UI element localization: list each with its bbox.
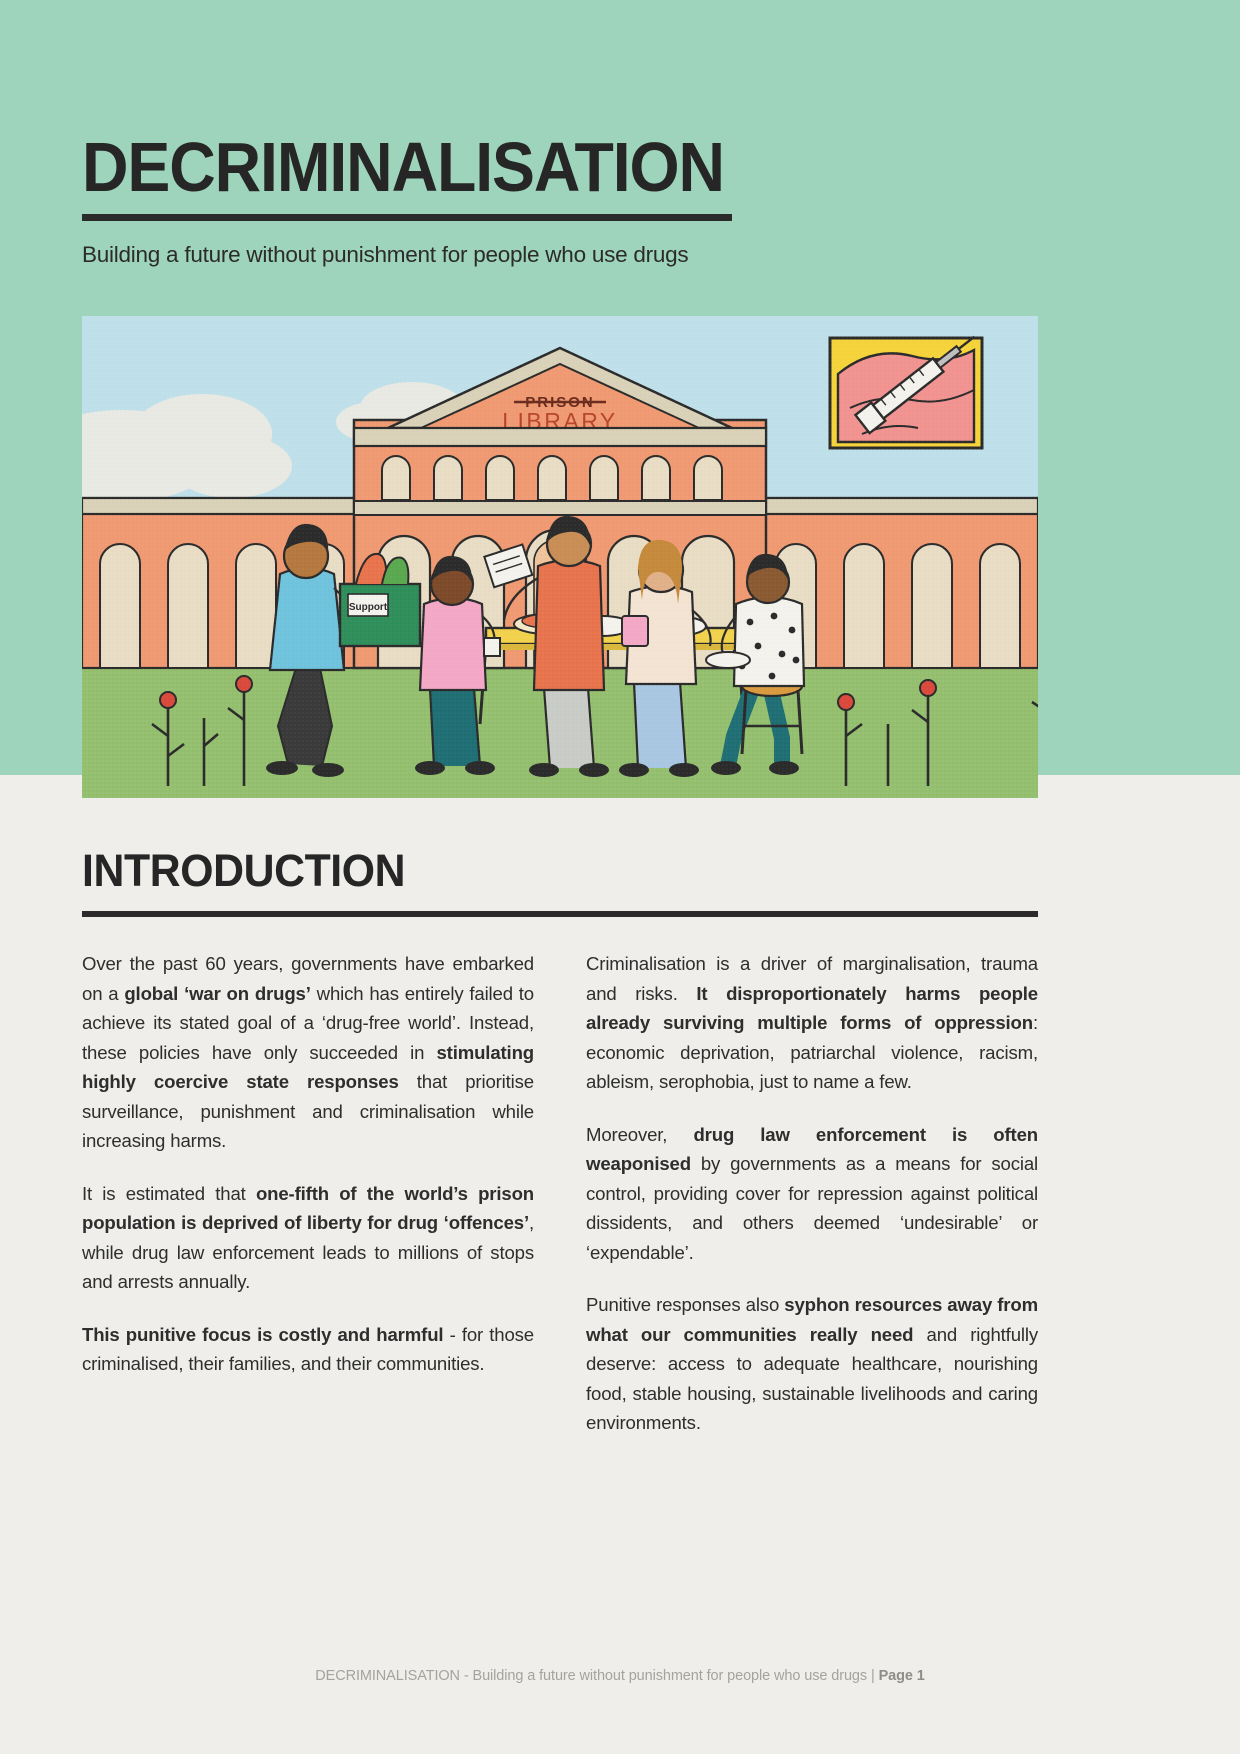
section-underline-rule: [82, 911, 1038, 917]
body-paragraph: [586, 1290, 1038, 1438]
introduction-section: [82, 845, 1038, 1438]
page-footer: [0, 1668, 1240, 1684]
emphasised-text: It disproportionately harms people already surviving multiple forms of oppression: [586, 982, 1038, 1033]
body-paragraph: [82, 1320, 534, 1379]
emphasised-text: global ‘war on drugs’: [124, 982, 311, 1004]
body-text: Punitive responses also: [586, 1294, 785, 1315]
body-column-left: [82, 949, 534, 1438]
page-title: DECRIMINALISATION: [82, 128, 724, 206]
body-text: that prioritise surveillance, punishment and criminalisation while increasing harms.: [82, 1071, 534, 1151]
body-text: - for those criminalised, their families, and their communities.: [82, 1323, 534, 1374]
footer-page-number: Page 1: [878, 1668, 925, 1684]
body-text: and rightfully deserve: access to adequate healthcare, nourishing food, stable housing, sustainable livelihoods and caring environments.: [586, 1323, 1039, 1433]
body-text: , while drug law enforcement leads to millions of stops and arrests annually.: [82, 1212, 534, 1292]
body-text: which has entirely failed to achieve its stated goal of a ‘drug-free world’. Instead, these policies have only succeeded in: [82, 982, 534, 1063]
body-text: Over the past 60 years, governments have embarked on a: [82, 953, 534, 1004]
section-heading-introduction: INTRODUCTION: [82, 845, 406, 896]
illustration-artwork: [82, 316, 1038, 798]
footer-text: DECRIMINALISATION - Building a future without punishment for people who use drugs |: [315, 1668, 879, 1684]
body-text: : economic deprivation, patriarchal violence, racism, ableism, serophobia, just to name a few.: [586, 1012, 1038, 1092]
body-text: Moreover,: [586, 1123, 694, 1145]
emphasised-text: one-fifth of the world’s prison population is deprived of liberty for drug ‘offences’: [82, 1182, 535, 1233]
emphasised-text: syphon resources away from what our communities really need: [586, 1294, 1038, 1345]
body-paragraph: [82, 1179, 534, 1297]
body-column-right: [586, 949, 1038, 1438]
title-underline-rule: [82, 214, 732, 221]
body-paragraph: [586, 1120, 1038, 1268]
page-subtitle: Building a future without punishment for people who use drugs: [82, 242, 689, 267]
body-text: Criminalisation is a driver of marginalisation, trauma and risks.: [586, 953, 1038, 1004]
body-paragraph: [586, 949, 1038, 1097]
body-text: by governments as a means for social control, providing cover for repression against political dissidents, and others deemed ‘undesirable’ or ‘expendable’.: [586, 1153, 1038, 1263]
body-text: It is estimated that: [82, 1182, 256, 1204]
cover-illustration: [82, 316, 1038, 798]
body-paragraph: [82, 949, 534, 1156]
two-column-body: [82, 949, 1038, 1438]
emphasised-text: This punitive focus is costly and harmful: [82, 1323, 444, 1345]
emphasised-text: stimulating highly coercive state responses: [82, 1041, 534, 1092]
emphasised-text: drug law enforcement is often weaponised: [586, 1123, 1038, 1174]
document-header: [82, 130, 1038, 269]
